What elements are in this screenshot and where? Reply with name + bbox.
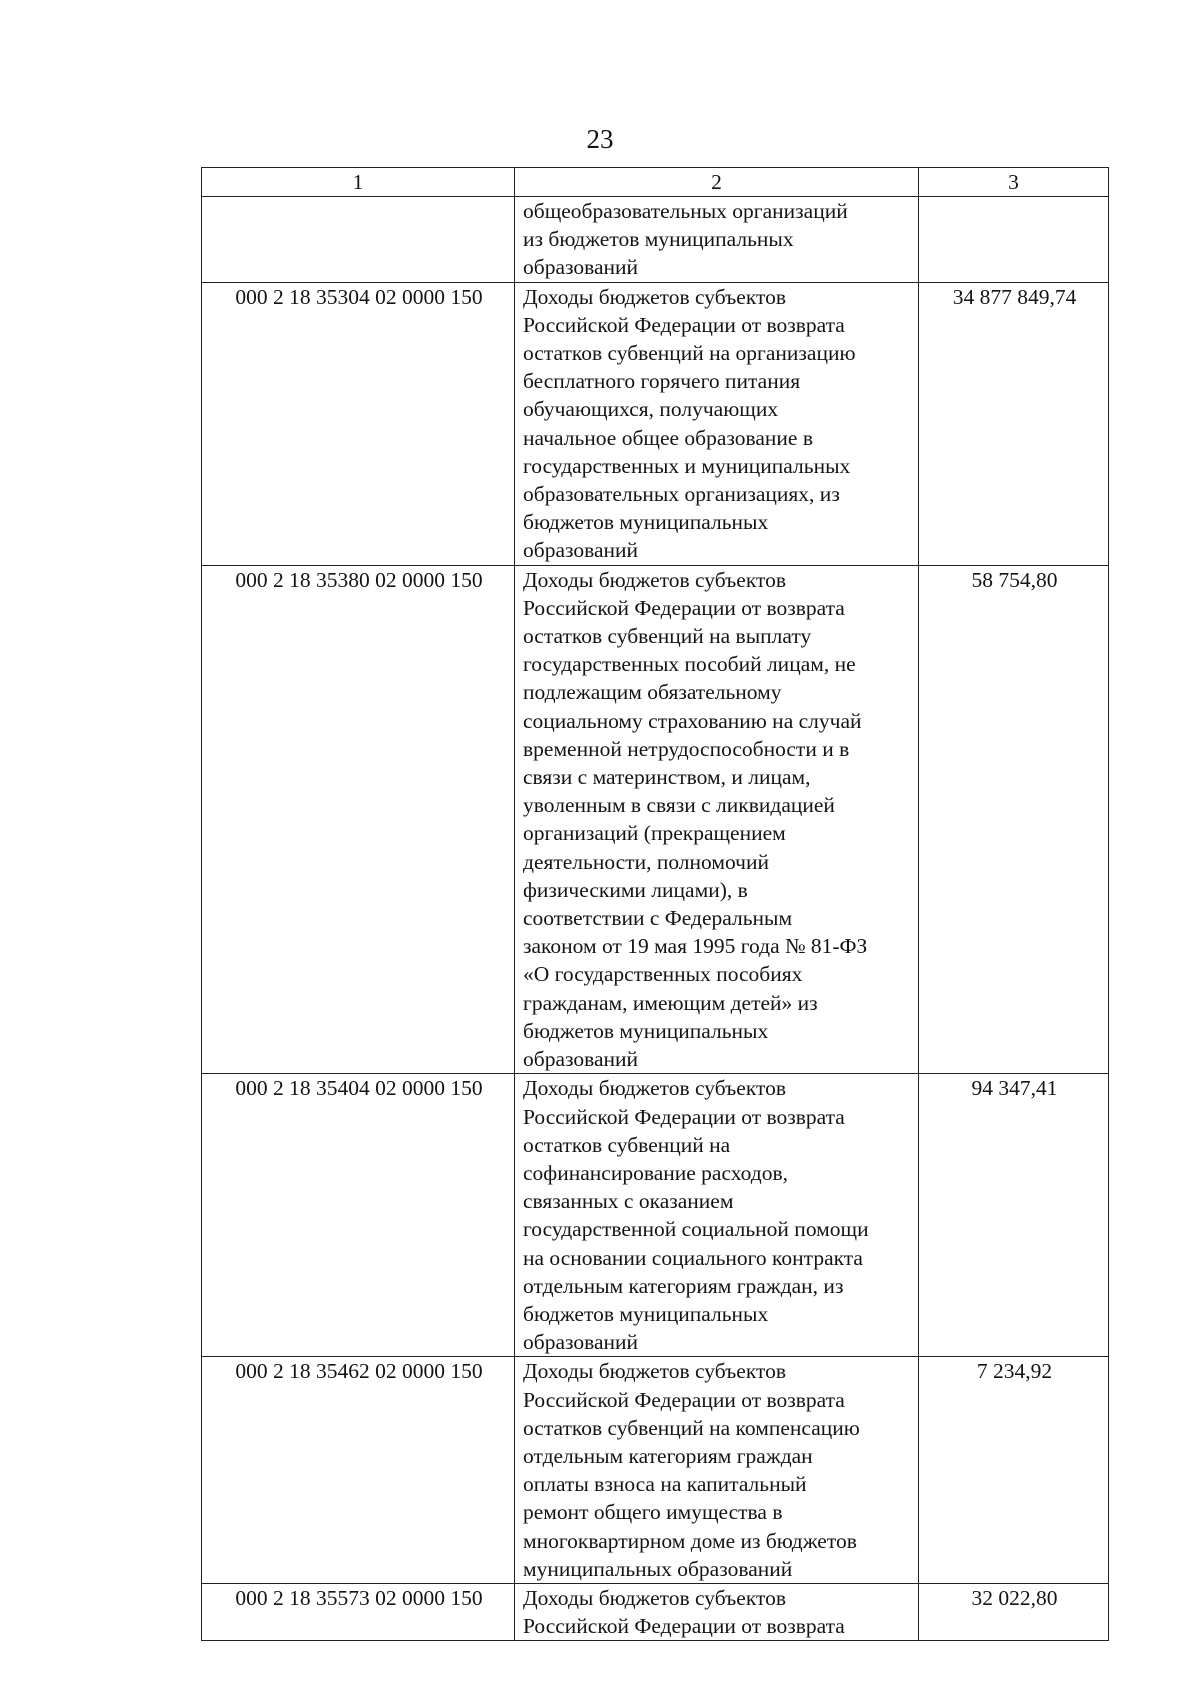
budget-code-cell [202,197,515,283]
budget-code-cell: 000 2 18 35304 02 0000 150 [202,282,515,565]
table-row [202,282,1109,565]
budget-code-cell: 000 2 18 35404 02 0000 150 [202,1074,515,1357]
table-header-row [202,168,1109,197]
table-row [202,197,1109,283]
description-cell: Доходы бюджетов субъектов Российской Федерации от возврата остатков субвенций на организацию бесплатного горячего питания обучающихся, получающих начальное общее образование в государственных и муниципальных образовательных организациях, из бюджетов муниципальных образований [515,282,919,565]
page-number: 23 [586,124,614,154]
column-header-code: 1 [202,168,515,197]
column-header-description: 2 [515,168,919,197]
amount-cell: 94 347,41 [919,1074,1109,1357]
table-row [202,565,1109,1074]
amount-cell: 58 754,80 [919,565,1109,1074]
budget-code-cell: 000 2 18 35380 02 0000 150 [202,565,515,1074]
budget-code-cell: 000 2 18 35573 02 0000 150 [202,1583,515,1640]
budget-revenue-table [201,167,1109,1641]
table-row [202,1074,1109,1357]
amount-cell: 7 234,92 [919,1357,1109,1584]
description-cell: общеобразовательных организаций из бюджетов муниципальных образований [515,197,919,283]
budget-code-cell: 000 2 18 35462 02 0000 150 [202,1357,515,1584]
amount-cell: 32 022,80 [919,1583,1109,1640]
table-row [202,1357,1109,1584]
description-cell: Доходы бюджетов субъектов Российской Федерации от возврата остатков субвенций на компенсацию отдельным категориям граждан оплаты взноса на капитальный ремонт общего имущества в многоквартирном доме из бюджетов муниципальных образований [515,1357,919,1584]
amount-cell: 34 877 849,74 [919,282,1109,565]
description-cell: Доходы бюджетов субъектов Российской Федерации от возврата [515,1583,919,1640]
table-row [202,1583,1109,1640]
amount-cell [919,197,1109,283]
column-header-amount: 3 [919,168,1109,197]
description-cell: Доходы бюджетов субъектов Российской Федерации от возврата остатков субвенций на выплату государственных пособий лицам, не подлежащим обязательному социальному страхованию на случай временной нетрудоспособности и в связи с материнством, и лицам, уволенным в связи с ликвидацией организаций (прекращением деятельности, полномочий физическими лицами), в соответствии с Федеральным законом от 19 мая 1995 года № 81-ФЗ «О государственных пособиях гражданам, имеющим детей» из бюджетов муниципальных образований [515,565,919,1074]
description-cell: Доходы бюджетов субъектов Российской Федерации от возврата остатков субвенций на софинансирование расходов, связанных с оказанием государственной социальной помощи на основании социального контракта отдельным категориям граждан, из бюджетов муниципальных образований [515,1074,919,1357]
